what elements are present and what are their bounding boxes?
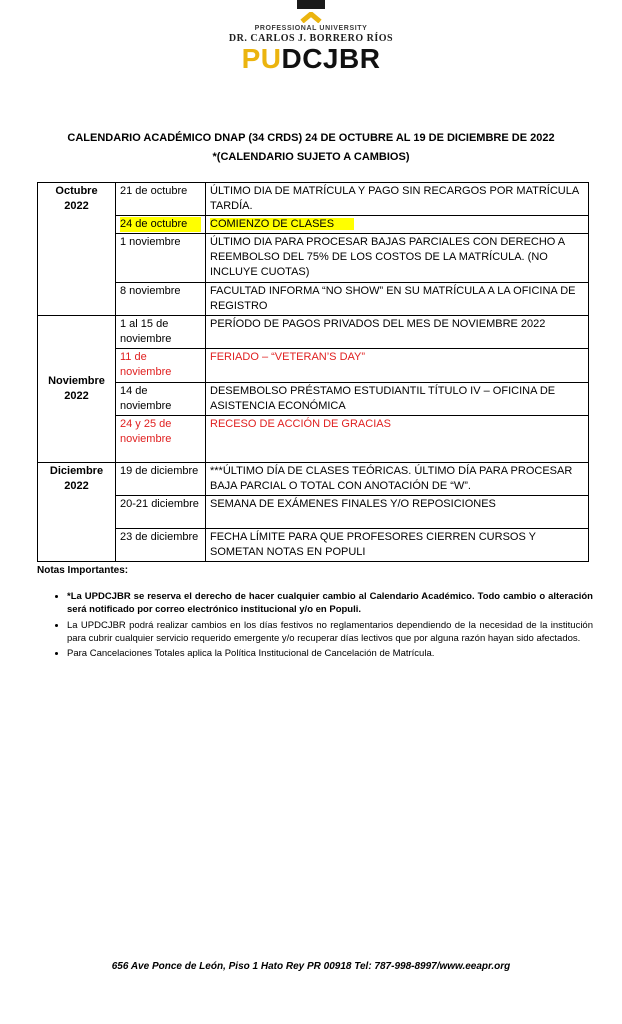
event-cell: FECHA LÍMITE PARA QUE PROFESORES CIERREN CURSOS Y SOMETAN NOTAS EN POPULI bbox=[206, 529, 589, 562]
month-cell-december bbox=[38, 463, 116, 562]
table-row bbox=[38, 496, 589, 529]
date-cell: 8 noviembre bbox=[116, 283, 206, 316]
university-logo bbox=[0, 0, 622, 73]
university-acronym bbox=[0, 45, 622, 73]
table-row bbox=[38, 383, 589, 416]
event-cell: ÚLTIMO DIA DE MATRÍCULA Y PAGO SIN RECARGOS POR MATRÍCULA TARDÍA. bbox=[206, 183, 589, 216]
university-small-label: PROFESSIONAL UNIVERSITY bbox=[254, 25, 368, 32]
notes-list bbox=[37, 590, 593, 660]
event-cell: FACULTAD INFORMA “NO SHOW” EN SU MATRÍCULA A LA OFICINA DE REGISTRO bbox=[206, 283, 589, 316]
acronym-gold-part: PU bbox=[241, 43, 282, 74]
note-item: • Para Cancelaciones Totales aplica la Política Institucional de Cancelación de Matrícula. bbox=[67, 647, 593, 660]
month-year: 2022 bbox=[64, 200, 89, 212]
event-cell: PERÍODO DE PAGOS PRIVADOS DEL MES DE NOVIEMBRE 2022 bbox=[206, 316, 589, 349]
month-name: Diciembre bbox=[49, 465, 104, 477]
footer-address: 656 Ave Ponce de León, Piso 1 Hato Rey PR 00918 Tel: 787-998-8997/www.eeapr.org bbox=[111, 961, 511, 972]
important-notes bbox=[37, 565, 593, 662]
table-row bbox=[38, 529, 589, 562]
table-row bbox=[38, 316, 589, 349]
event-cell: DESEMBOLSO PRÉSTAMO ESTUDIANTIL TÍTULO IV – OFICINA DE ASISTENCIA ECONÓMICA bbox=[206, 383, 589, 416]
date-cell: 24 y 25 de noviembre bbox=[116, 416, 206, 463]
date-cell: 14 de noviembre bbox=[116, 383, 206, 416]
table-row bbox=[38, 463, 589, 496]
document-title-block bbox=[0, 129, 622, 168]
table-row bbox=[38, 183, 589, 216]
university-name: DR. CARLOS J. BORRERO RÍOS bbox=[228, 33, 394, 44]
table-row bbox=[38, 283, 589, 316]
date-cell: 21 de octubre bbox=[116, 183, 206, 216]
month-cell-november bbox=[38, 316, 116, 463]
logo-mark-bar bbox=[297, 0, 325, 9]
month-cell-october bbox=[38, 183, 116, 316]
highlight: COMIENZO DE CLASES bbox=[210, 218, 354, 230]
event-cell: FERIADO – “VETERAN’S DAY” bbox=[206, 349, 589, 383]
date-cell: 19 de diciembre bbox=[116, 463, 206, 496]
month-year: 2022 bbox=[64, 480, 89, 492]
month-name: Noviembre bbox=[48, 375, 105, 387]
notes-heading: Notas Importantes: bbox=[37, 565, 129, 576]
date-cell: 1 al 15 de noviembre bbox=[116, 316, 206, 349]
date-cell: 23 de diciembre bbox=[116, 529, 206, 562]
month-name: Octubre bbox=[55, 185, 98, 197]
date-cell: 11 de noviembre bbox=[116, 349, 206, 383]
table-row-holiday bbox=[38, 416, 589, 463]
calendar-table bbox=[37, 182, 589, 562]
note-item: • *La UPDCJBR se reserva el derecho de hacer cualquier cambio al Calendario Académico. Todo cambio o alteración será notificado por correo electrónico institucional y/o en Populi. bbox=[67, 590, 593, 617]
event-cell: ***ÚLTIMO DÍA DE CLASES TEÓRICAS. ÚLTIMO DÍA PARA PROCESAR BAJA PARCIAL O TOTAL CON ANOTACIÓN DE “W”. bbox=[206, 463, 589, 496]
highlight: 24 de octubre bbox=[120, 217, 201, 232]
calendar-title: CALENDARIO ACADÉMICO DNAP (34 CRDS) 24 DE OCTUBRE AL 19 DE DICIEMBRE DE 2022 bbox=[67, 132, 555, 144]
event-cell: SEMANA DE EXÁMENES FINALES Y/O REPOSICIONES bbox=[206, 496, 589, 529]
table-row-holiday bbox=[38, 349, 589, 383]
date-cell: 1 noviembre bbox=[116, 234, 206, 283]
acronym-black-part: DCJBR bbox=[281, 43, 381, 74]
event-cell: ÚLTIMO DIA PARA PROCESAR BAJAS PARCIALES CON DERECHO A REEMBOLSO DEL 75% DE LOS COSTOS DE LA MATRÍCULA. (NO INCLUYE CUOTAS) bbox=[206, 234, 589, 283]
event-cell bbox=[206, 216, 589, 234]
note-item: • La UPDCJBR podrá realizar cambios en los días festivos no reglamentarios dependiendo de la necesidad de la institución para cubrir cualquier servicio requerido emergente y/o recuperar días lectivos que por alguna razón hayan sido afectados. bbox=[67, 619, 593, 646]
table-row-highlighted bbox=[38, 216, 589, 234]
table-row bbox=[38, 234, 589, 283]
date-cell: 20-21 diciembre bbox=[116, 496, 206, 529]
month-year: 2022 bbox=[64, 390, 89, 402]
date-cell bbox=[116, 216, 206, 234]
chevron-up-icon bbox=[299, 12, 323, 23]
calendar-subtitle: *(CALENDARIO SUJETO A CAMBIOS) bbox=[212, 151, 410, 164]
event-cell: RECESO DE ACCIÓN DE GRACIAS bbox=[206, 416, 589, 463]
